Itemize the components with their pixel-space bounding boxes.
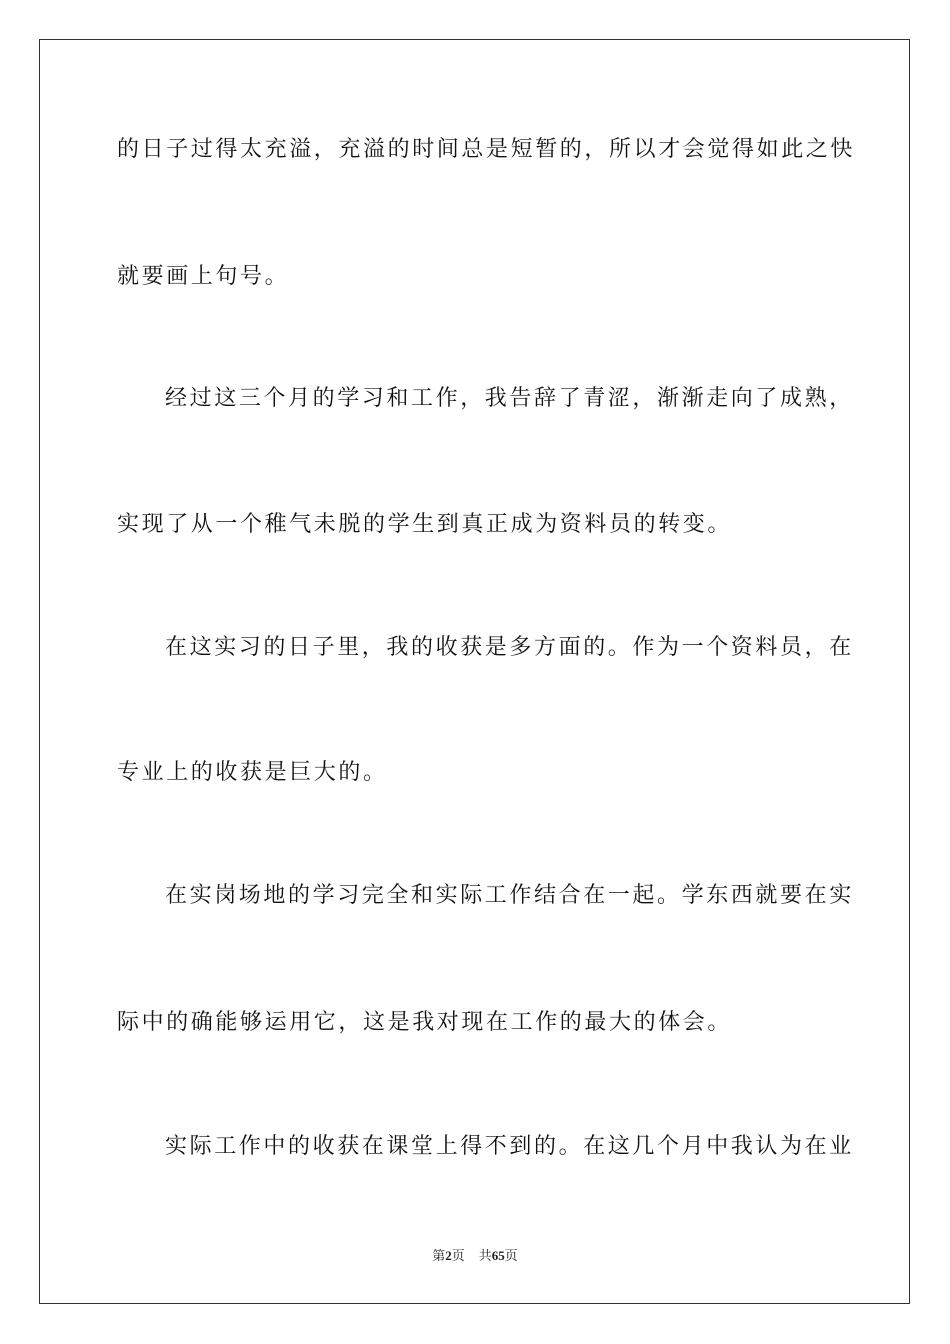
- body-line-7: 在实岗场地的学习完全和实际工作结合在一起。学东西就要在实: [165, 883, 854, 908]
- body-line-1: 的日子过得太充溢，充溢的时间总是短暂的，所以才会觉得如此之快: [117, 137, 856, 162]
- body-line-9: 实际工作中的收获在课堂上得不到的。在这几个月中我认为在业: [165, 1134, 854, 1159]
- body-line-2: 就要画上句号。: [117, 264, 290, 289]
- body-line-5: 在这实习的日子里，我的收获是多方面的。作为一个资料员，在: [165, 635, 854, 660]
- body-line-4: 实现了从一个稚气未脱的学生到真正成为资料员的转变。: [117, 512, 733, 537]
- body-line-8: 际中的确能够运用它，这是我对现在工作的最大的体会。: [117, 1010, 733, 1035]
- page-border: [39, 39, 910, 1304]
- page-number: 2: [445, 1248, 452, 1263]
- total-prefix: 共: [478, 1249, 492, 1264]
- body-line-6: 专业上的收获是巨大的。: [117, 760, 388, 785]
- page-suffix: 页: [451, 1249, 465, 1264]
- total-pages: 65: [491, 1248, 505, 1263]
- body-line-3: 经过这三个月的学习和工作，我告辞了青涩，渐渐走向了成熟，: [165, 386, 854, 411]
- total-suffix: 页: [504, 1249, 518, 1264]
- page-footer: [0, 1248, 950, 1265]
- page-prefix: 第: [432, 1249, 446, 1264]
